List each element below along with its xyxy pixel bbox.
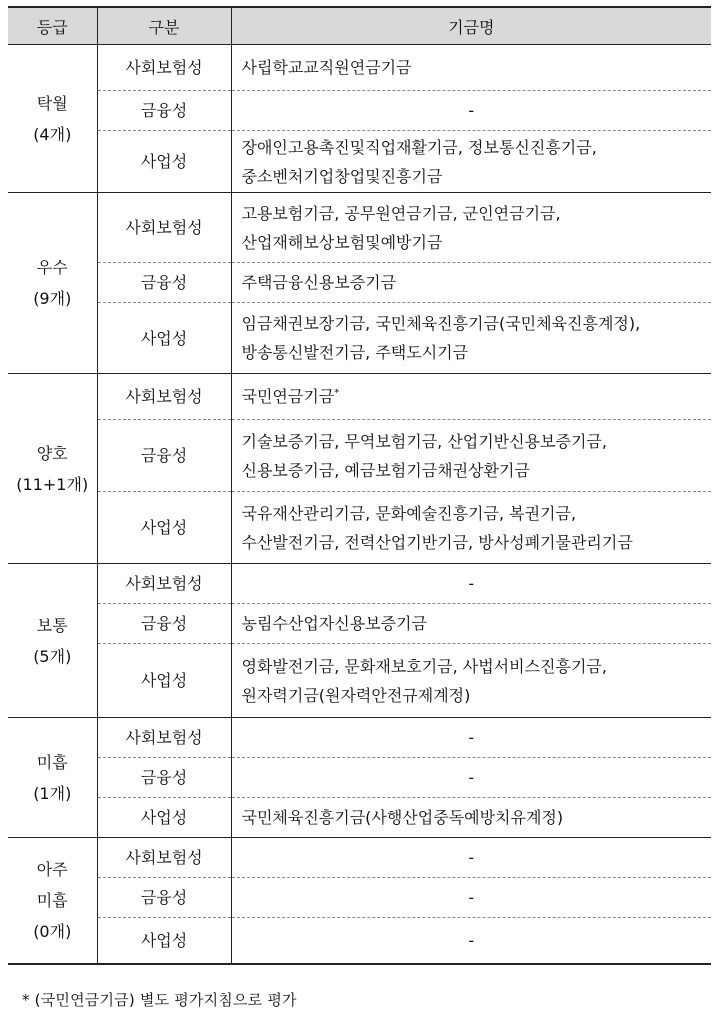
header-fund-name: 기금명 bbox=[231, 7, 711, 45]
fund-names-cell bbox=[231, 131, 711, 193]
fund-name-line: 임금채권보장기금, 국민체육진흥기금(국민체육진흥계정), bbox=[241, 314, 641, 333]
grade-label: 보통 bbox=[36, 615, 68, 635]
fund-names-cell bbox=[231, 303, 711, 374]
table-row bbox=[8, 374, 711, 420]
grade-label: (0개) bbox=[33, 921, 72, 941]
table-row bbox=[8, 758, 711, 798]
table-row bbox=[8, 91, 711, 131]
fund-names-cell bbox=[231, 263, 711, 303]
fund-name-with-mark bbox=[242, 382, 702, 411]
category-cell: 사회보험성 bbox=[97, 838, 231, 878]
fund-names-cell bbox=[231, 838, 711, 878]
table-row bbox=[8, 838, 711, 878]
category-cell: 사업성 bbox=[97, 644, 231, 718]
fund-names-cell bbox=[231, 45, 711, 91]
fund-name-line: 농림수산업자신용보증기금 bbox=[241, 614, 427, 633]
category-cell: 사회보험성 bbox=[97, 193, 231, 263]
header-category: 구분 bbox=[97, 7, 231, 45]
fund-name-line: 신용보증기금, 예금보험기금채권상환기금 bbox=[241, 460, 530, 480]
fund-name-line: - bbox=[468, 930, 475, 950]
grade-label: (9개) bbox=[33, 289, 72, 308]
table-row bbox=[8, 131, 711, 193]
grade-cell bbox=[8, 838, 97, 964]
table-row bbox=[8, 420, 711, 492]
table-row bbox=[8, 263, 711, 303]
fund-name-line: 기술보증기금, 무역보험기금, 산업기반신용보증기금, bbox=[241, 431, 607, 451]
category-cell: 금융성 bbox=[97, 758, 231, 798]
category-cell: 사업성 bbox=[97, 918, 231, 964]
fund-names-cell bbox=[231, 798, 711, 838]
fund-names-cell bbox=[231, 644, 711, 718]
grade-label: (1개) bbox=[33, 783, 72, 803]
footnote: * (국민연금기금) 별도 평가지침으로 평가 bbox=[22, 991, 297, 1009]
fund-name-line: - bbox=[468, 574, 475, 593]
table-row bbox=[8, 644, 711, 718]
table-header-row bbox=[8, 7, 711, 45]
fund-name-line: - bbox=[468, 888, 475, 907]
fund-name-line: 국유재산관리기금, 문화예술진흥기금, 복권기금, bbox=[241, 503, 577, 523]
fund-name-line: - bbox=[468, 101, 475, 120]
fund-names-cell bbox=[231, 918, 711, 964]
fund-names-cell bbox=[231, 758, 711, 798]
table-row bbox=[8, 45, 711, 91]
fund-name-line: 고용보험기금, 공무원연금기금, 군인연금기금, bbox=[241, 203, 561, 223]
fund-names-cell bbox=[231, 878, 711, 918]
grade-label: 양호 bbox=[36, 443, 68, 463]
table-row bbox=[8, 492, 711, 564]
table-row bbox=[8, 604, 711, 644]
grade-label: (5개) bbox=[33, 646, 72, 666]
grade-cell bbox=[8, 45, 97, 193]
table-row bbox=[8, 193, 711, 263]
fund-name-line: 수산발전기금, 전력산업기반기금, 방사성폐기물관리기금 bbox=[241, 532, 633, 552]
fund-name-line: 원자력기금(원자력안전규제계정) bbox=[241, 685, 471, 705]
grade-label: (11+1개) bbox=[16, 474, 89, 494]
category-cell: 사업성 bbox=[97, 798, 231, 838]
fund-name-line: 주택금융신용보증기금 bbox=[241, 273, 397, 292]
grade-label: 탁월 bbox=[36, 93, 68, 113]
fund-name-line: - bbox=[468, 848, 475, 867]
category-cell: 사업성 bbox=[97, 303, 231, 374]
fund-names-cell bbox=[231, 564, 711, 604]
grade-cell bbox=[8, 564, 97, 718]
fund-name-line: 사립학교교직원연금기금 bbox=[241, 58, 412, 77]
header-grade: 등급 bbox=[8, 7, 97, 45]
fund-names-cell bbox=[231, 91, 711, 131]
fund-name-line: 방송통신발전기금, 주택도시기금 bbox=[241, 343, 469, 362]
category-cell: 금융성 bbox=[97, 91, 231, 131]
grade-label: 우수 bbox=[36, 258, 68, 277]
fund-names-cell bbox=[231, 604, 711, 644]
fund-names-cell bbox=[231, 374, 711, 420]
table-row bbox=[8, 878, 711, 918]
fund-names-cell bbox=[231, 420, 711, 492]
grade-cell bbox=[8, 193, 97, 374]
fund-names-cell bbox=[231, 718, 711, 758]
table-row bbox=[8, 303, 711, 374]
table-row bbox=[8, 918, 711, 964]
footnote-mark: * bbox=[334, 387, 340, 399]
fund-names-cell bbox=[231, 492, 711, 564]
grade-label: 미흡 bbox=[36, 752, 68, 772]
category-cell: 사업성 bbox=[97, 492, 231, 564]
grade-cell bbox=[8, 374, 97, 564]
fund-name-line: 중소벤처기업창업및진흥기금 bbox=[241, 166, 443, 186]
fund-name-line: 국민체육진흥기금(사행산업중독예방치유계정) bbox=[241, 808, 564, 827]
fund-name-line: 장애인고용촉진및직업재활기금, 정보통신진흥기금, bbox=[241, 137, 597, 157]
fund-name-line: 국민연금기금 bbox=[241, 387, 335, 406]
fund-name-line: 산업재해보상보험및예방기금 bbox=[241, 232, 443, 252]
fund-name-line: - bbox=[468, 768, 475, 787]
table-row bbox=[8, 798, 711, 838]
category-cell: 금융성 bbox=[97, 420, 231, 492]
fund-names-cell bbox=[231, 193, 711, 263]
grade-label: 아주 bbox=[36, 859, 68, 879]
category-cell: 사회보험성 bbox=[97, 374, 231, 420]
category-cell: 금융성 bbox=[97, 878, 231, 918]
fund-name-line: 영화발전기금, 문화재보호기금, 사법서비스진흥기금, bbox=[241, 656, 607, 676]
category-cell: 금융성 bbox=[97, 263, 231, 303]
table-row bbox=[8, 564, 711, 604]
table-row bbox=[8, 718, 711, 758]
category-cell: 사회보험성 bbox=[97, 45, 231, 91]
category-cell: 사회보험성 bbox=[97, 564, 231, 604]
category-cell: 사업성 bbox=[97, 131, 231, 193]
category-cell: 사회보험성 bbox=[97, 718, 231, 758]
table-body bbox=[8, 45, 711, 964]
category-cell: 금융성 bbox=[97, 604, 231, 644]
fund-name-line: - bbox=[468, 728, 475, 747]
grade-label: (4개) bbox=[33, 124, 72, 144]
grade-cell bbox=[8, 718, 97, 838]
grade-label: 미흡 bbox=[36, 890, 68, 910]
fund-evaluation-table bbox=[8, 6, 711, 965]
